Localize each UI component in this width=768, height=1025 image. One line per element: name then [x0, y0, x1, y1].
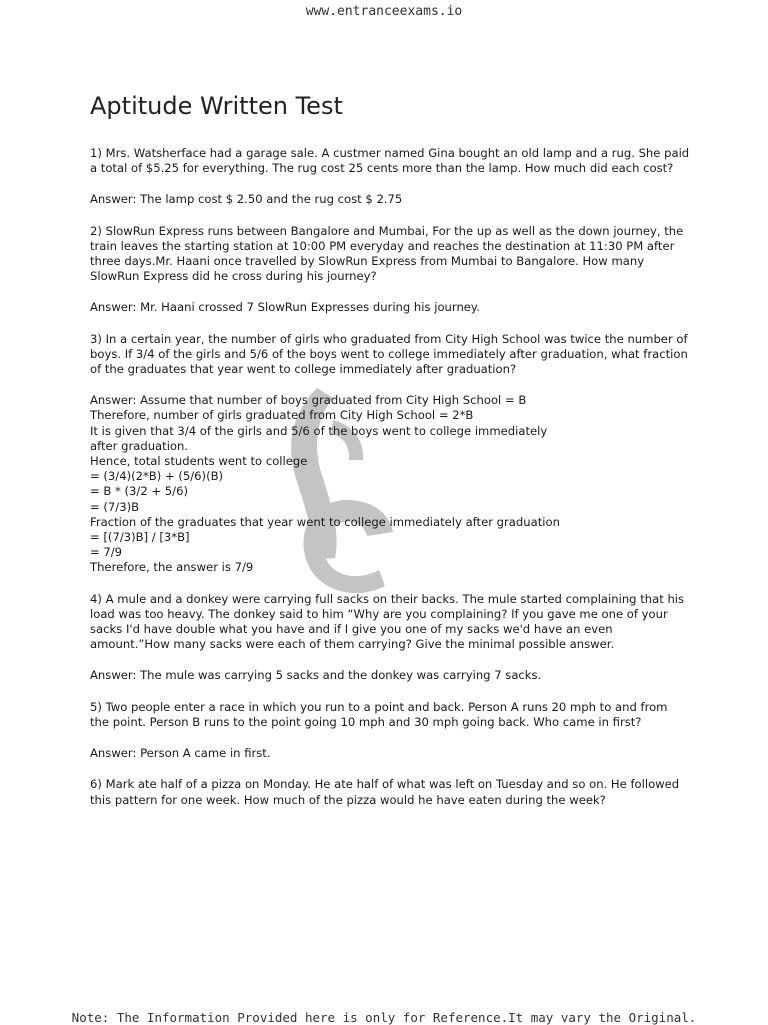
question-6: 6) Mark ate half of a pizza on Monday. He ate half of what was left on Tuesday and so on. He followed this pattern for one week. How much of the pizza would he have eaten during the week?	[90, 777, 683, 807]
site-url-header: www.entranceexams.io	[305, 4, 463, 19]
answer-1: Answer: The lamp cost $ 2.50 and the rug cost $ 2.75	[90, 192, 403, 207]
footer-note: Note: The Information Provided here is only for Reference.It may vary the Original.	[71, 1010, 697, 1025]
question-2: 2) SlowRun Express runs between Bangalore and Mumbai, For the up as well as the down journey, the train leaves the starting station at 10:00 PM everyday and reaches the destination at 11:30 PM after three days.Mr. Haani once travelled by SlowRun Express from Mumbai to Bangalore. How many SlowRun Express did he cross during his journey?	[90, 223, 687, 284]
question-4: 4) A mule and a donkey were carrying full sacks on their backs. The mule started complaining that his load was too heavy. The donkey said to him “Why are you complaining? If you gave me one of your sacks I'd have double what you have and if I give you one of my sacks we'd have an even amount.”How many sacks were each of them carrying? Give the minimal possible answer.	[90, 591, 688, 652]
document-body	[90, 146, 693, 824]
question-5: 5) Two people enter a race in which you run to a point and back. Person A runs 20 mph to and from the point. Person B runs to the point going 10 mph and 30 mph going back. Who came in first?	[90, 699, 672, 729]
question-1: 1) Mrs. Watsherface had a garage sale. A custmer named Gina bought an old lamp and a rug. She paid a total of $5.25 for everything. The rug cost 25 cents more than the lamp. How much did each cost?	[90, 146, 693, 176]
question-3: 3) In a certain year, the number of girls who graduated from City High School was twice the number of boys. If 3/4 of the girls and 5/6 of the boys went to college immediately after graduation, what fraction of the graduates that year went to college immediately after graduation?	[90, 331, 692, 377]
answer-2: Answer: Mr. Haani crossed 7 SlowRun Expresses during his journey.	[90, 300, 480, 315]
answer-4: Answer: The mule was carrying 5 sacks and the donkey was carrying 7 sacks.	[90, 668, 542, 683]
answer-5: Answer: Person A came in first.	[90, 746, 271, 761]
document-title: Aptitude Written Test	[90, 92, 343, 120]
answer-3: Answer: Assume that number of boys graduated from City High School = B Therefore, number of girls graduated from City High School = 2*B It is given that 3/4 of the girls and 5/6 of the boys went to college immediately after graduation. Hence, total students went to college = (3/4)(2*B) + (5/6)(B) = B * (3/2 + 5/6) = (7/3)B Fraction of the graduates that year went to college immediately after graduation = [(7/3)B] / [3*B] = 7/9 Therefore, the answer is 7/9	[90, 393, 560, 575]
